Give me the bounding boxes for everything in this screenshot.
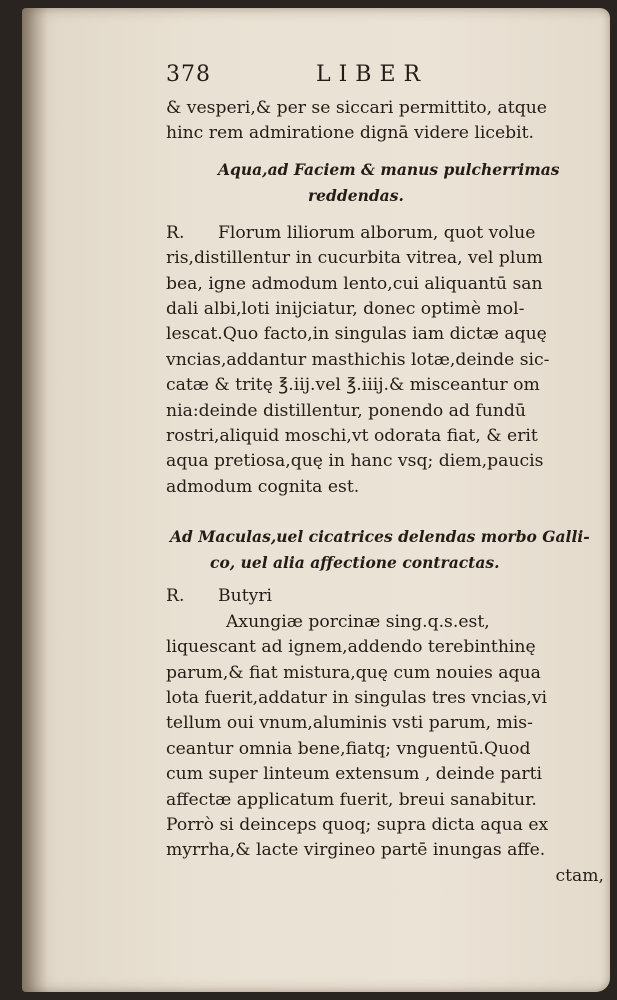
section-heading: co, uel alia affectione contractas.	[210, 553, 500, 573]
text-line: aqua pretiosa,quę in hanc vsq; diem,paucis	[166, 451, 544, 472]
text-line: Butyri	[218, 586, 273, 607]
book-page	[22, 8, 610, 992]
recipe-label: R.	[166, 222, 185, 243]
text-line: liquescant ad ignem,addendo terebinthinę	[166, 637, 536, 658]
section-heading: Ad Maculas,uel cicatrices delendas morbo Galli-	[170, 527, 590, 547]
page-header	[166, 62, 606, 92]
text-line: ceantur omnia bene,fiatq; vnguentū.Quod	[166, 738, 531, 759]
text-line: & vesperi,& per se siccari permittito, atque	[166, 98, 547, 118]
text-line: dali albi,loti inijciatur, donec optimè mol-	[166, 299, 525, 320]
text-line: admodum cognita est.	[166, 476, 360, 497]
text-line: Florum liliorum alborum, quot volue	[218, 222, 536, 243]
text-line: lota fuerit,addatur in singulas tres vncias,vi	[166, 687, 548, 708]
text-line: myrrha,& lacte virgineo partē inungas affe.	[166, 840, 546, 861]
section-heading: reddendas.	[308, 185, 404, 205]
page-number: 378	[166, 62, 211, 87]
text-line: bea, igne admodum lento,cui aliquantū san	[166, 273, 543, 294]
text-line: ris,distillentur in cucurbita vitrea, vel plum	[166, 248, 543, 269]
text-line: nia:deinde distillentur, ponendo ad fundū	[166, 400, 526, 421]
text-line: cum super linteum extensum , deinde parti	[166, 764, 543, 785]
section-heading: Aqua,ad Faciem & manus pulcherrimas	[218, 159, 560, 179]
text-line: affectæ applicatum fuerit, breui sanabitur.	[166, 789, 537, 810]
text-line: vncias,addantur masthichis lotæ,deinde sic-	[166, 349, 550, 370]
text-line: Porrò si deinceps quoq; supra dicta aqua ex	[166, 814, 549, 835]
text-line: rostri,aliquid moschi,vt odorata fiat, & erit	[166, 426, 538, 447]
text-line: catæ & tritę ℥.iij.vel ℥.iiij.& misceantur om	[166, 375, 540, 396]
catchword: ctam,	[555, 865, 604, 886]
text-block	[166, 62, 606, 889]
recipe-first-line	[166, 584, 606, 609]
text-line: tellum oui vnum,aluminis vsti parum, mis-	[166, 713, 533, 734]
recipe-first-line	[166, 221, 606, 246]
running-head: LIBER	[316, 62, 429, 87]
text-line: lescat.Quo facto,in singulas iam dictæ aquę	[166, 324, 547, 345]
text-line: parum,& fiat mistura,quę cum nouies aqua	[166, 662, 541, 683]
text-line: hinc rem admiratione dignā videre licebit.	[166, 123, 535, 144]
text-line: Axungiæ porcinæ sing.q.s.est,	[226, 611, 490, 632]
recipe-label: R.	[166, 586, 185, 607]
